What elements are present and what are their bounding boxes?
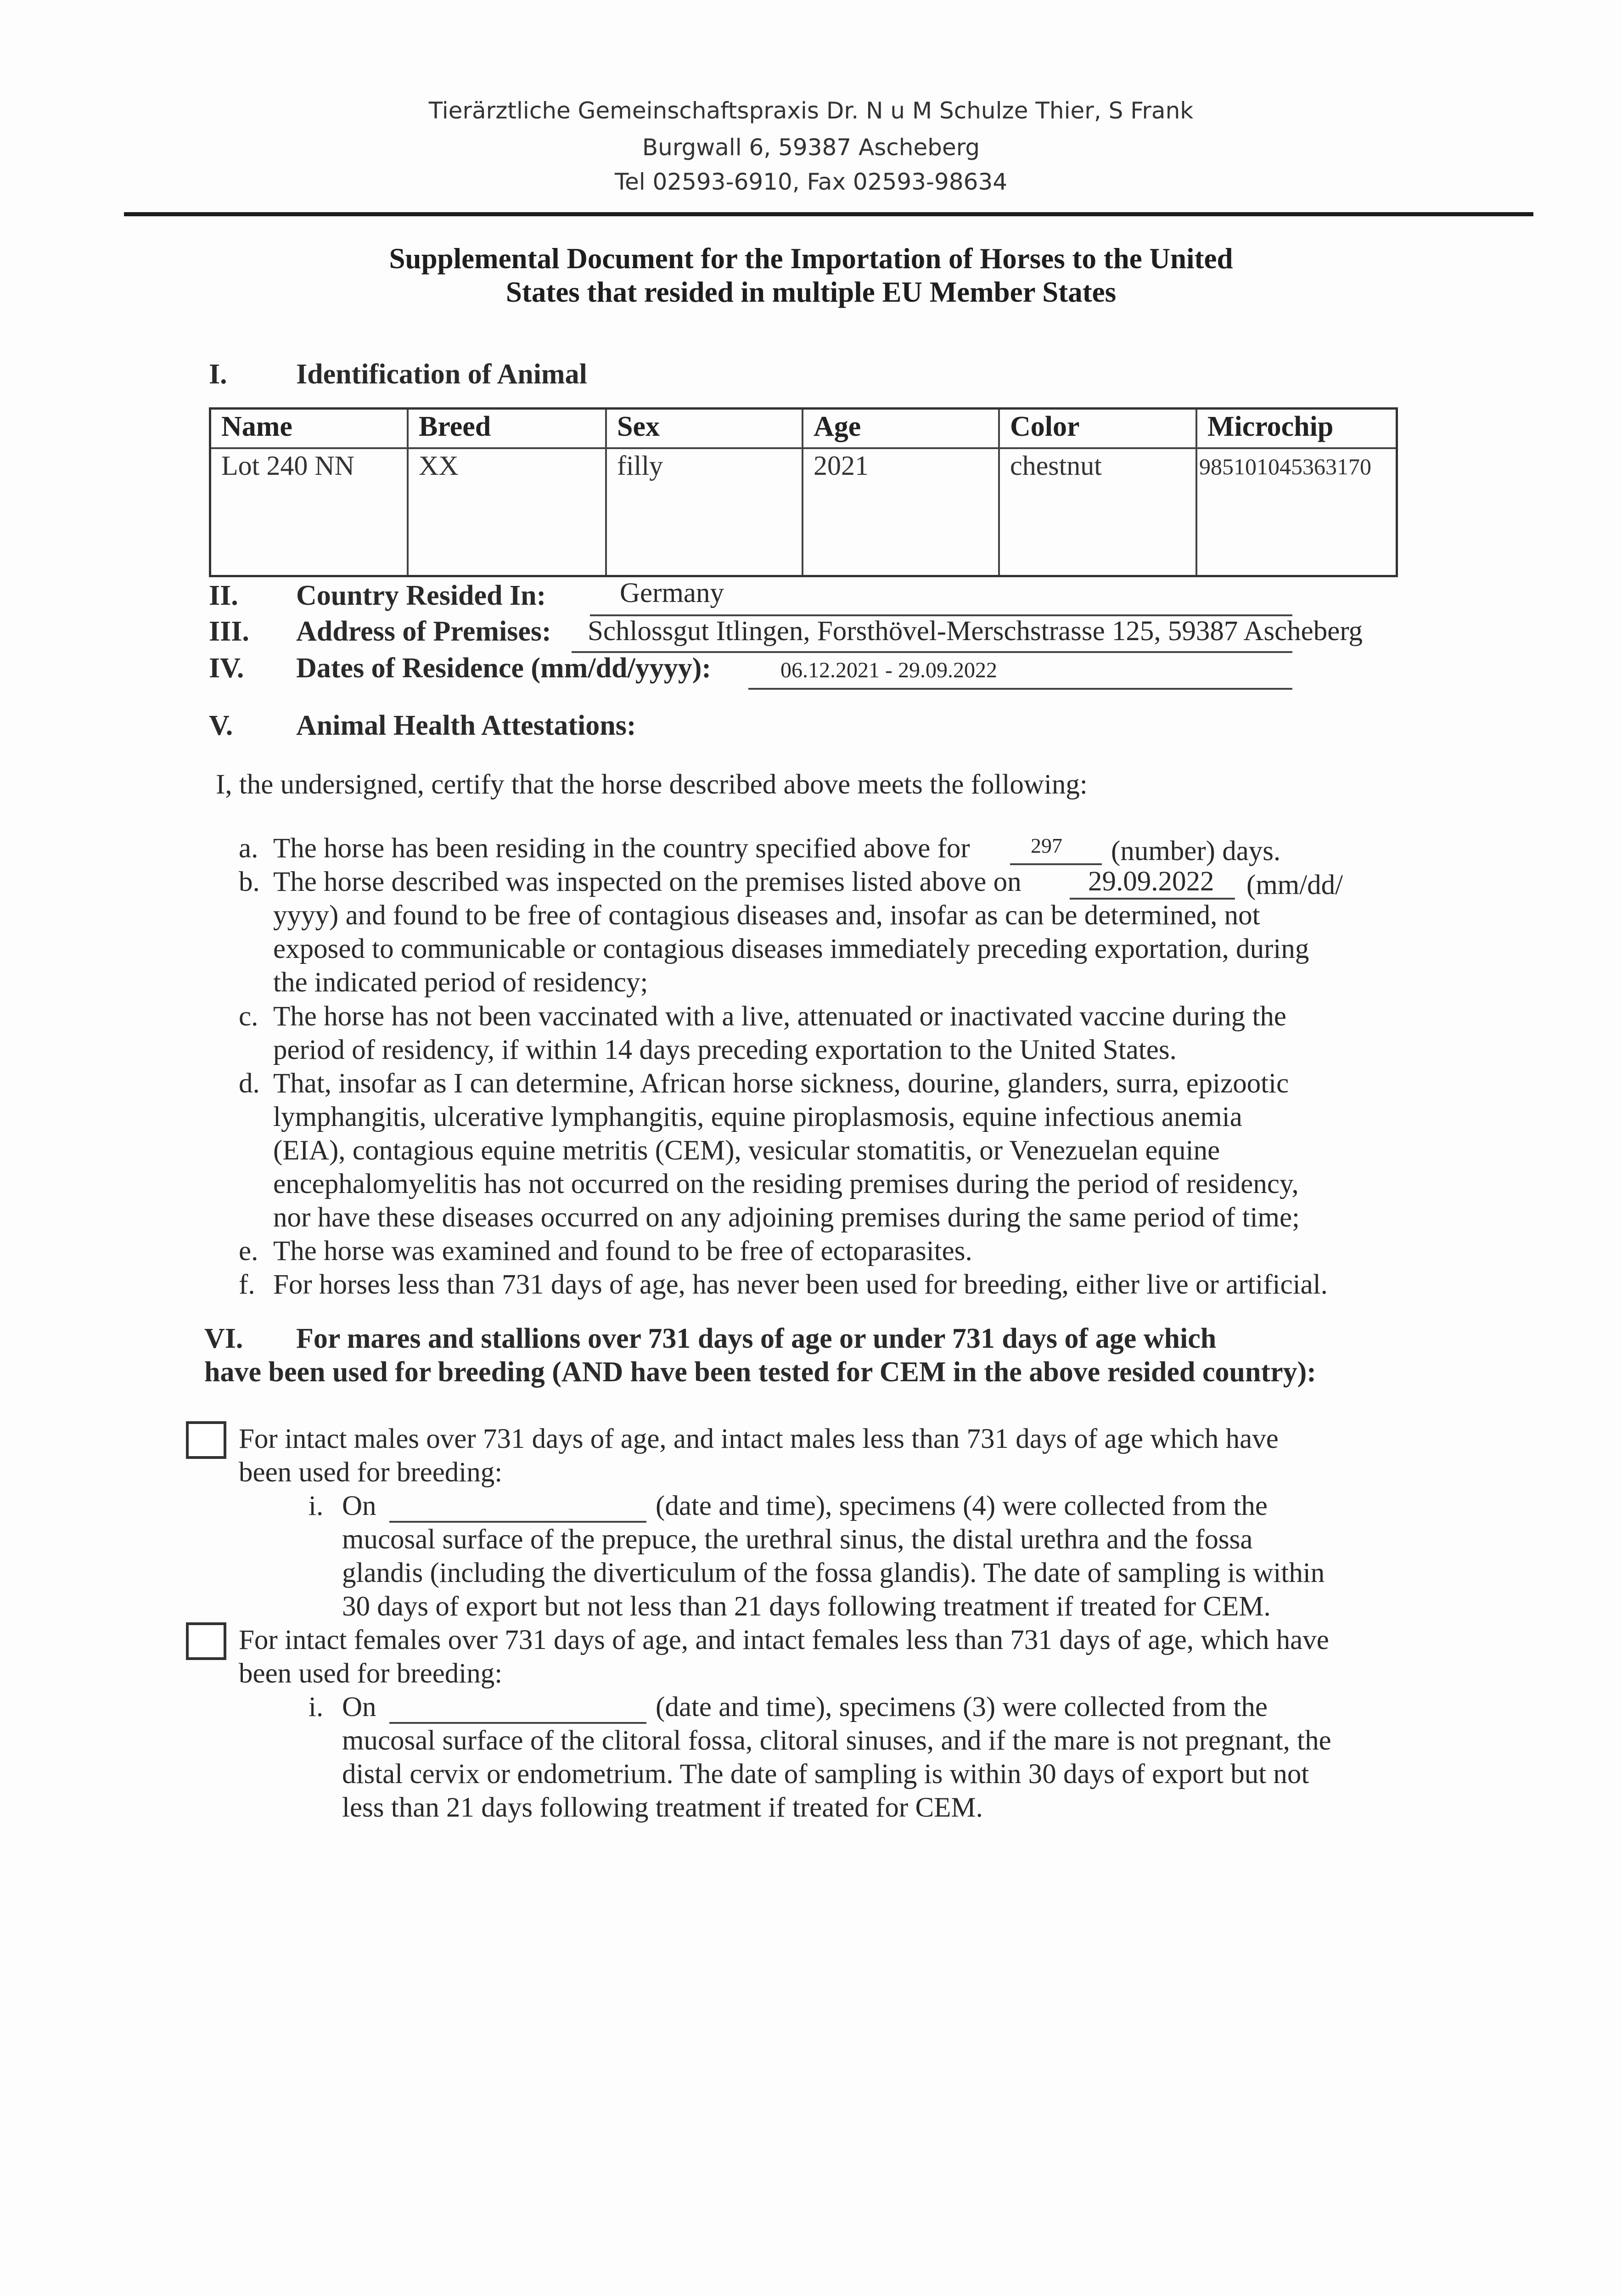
item-d-line2: lymphangitis, ulcerative lymphangitis, equine piroplasmosis, equine infectious anemia [273, 1102, 1242, 1132]
item-d-line1: That, insofar as I can determine, African horse sickness, dourine, glanders, surra, epizootic [273, 1068, 1289, 1099]
item-f-line1: For horses less than 731 days of age, has never been used for breeding, either live or artificial. [273, 1269, 1328, 1300]
item-e-line1: The horse was examined and found to be free of ectoparasites. [273, 1236, 972, 1266]
males-sampling-date-field[interactable] [389, 1521, 646, 1523]
country-field[interactable]: Germany [620, 578, 724, 608]
section-5-number: V. [209, 710, 233, 741]
days-field[interactable]: 297 [1031, 834, 1062, 857]
letterhead-phone: Tel 02593-6910, Fax 02593-98634 [614, 169, 1008, 195]
section-1-number: I. [209, 359, 227, 390]
item-f-marker: f. [239, 1269, 255, 1300]
item-d-line5: nor have these diseases occurred on any adjoining premises during the same period of time; [273, 1202, 1300, 1233]
section-5-heading: Animal Health Attestations: [296, 710, 636, 741]
section-3-number: III. [209, 616, 249, 647]
cell-sex: filly [617, 450, 663, 481]
address-field[interactable]: Schlossgut Itlingen, Forsthövel-Merschstrasse 125, 59387 Ascheberg [588, 616, 1363, 647]
section-6-heading-line1: For mares and stallions over 731 days of age or under 731 days of age which [296, 1323, 1217, 1354]
males-line5: 30 days of export but not less than 21 days following treatment if treated for CEM. [342, 1591, 1271, 1622]
table-column-divider [998, 410, 1000, 575]
item-d-line3: (EIA), contagious equine metritis (CEM), vesicular stomatitis, or Venezuelan equine [273, 1135, 1220, 1166]
section-4-number: IV. [209, 653, 244, 684]
section-3-label: Address of Premises: [296, 616, 551, 647]
section-4-label: Dates of Residence (mm/dd/yyyy): [296, 653, 712, 684]
attestation-intro: I, the undersigned, certify that the horse described above meets the following: [216, 769, 1088, 800]
males-line3: mucosal surface of the prepuce, the urethral sinus, the distal urethra and the fossa [342, 1524, 1253, 1555]
header-rule [124, 212, 1533, 216]
item-d-marker: d. [239, 1068, 260, 1099]
item-b-line3: exposed to communicable or contagious diseases immediately preceding exportation, during [273, 934, 1309, 964]
cell-color: chestnut [1010, 450, 1102, 481]
cell-breed: XX [419, 450, 459, 481]
males-item-marker: i. [309, 1491, 324, 1521]
animal-identification-table [209, 407, 1398, 577]
males-line2: been used for breeding: [239, 1457, 503, 1488]
section-2-label: Country Resided In: [296, 580, 546, 611]
section-2-number: II. [209, 580, 238, 611]
column-header-microchip: Microchip [1207, 411, 1334, 442]
section-6-heading-line2: have been used for breeding (AND have been tested for CEM in the above resided country): [204, 1356, 1316, 1388]
cell-microchip: 985101045363170 [1199, 454, 1371, 479]
females-on-label: On [342, 1692, 376, 1722]
item-b-date-format: (mm/dd/ [1246, 870, 1343, 900]
column-header-name: Name [221, 411, 292, 442]
males-on-label: On [342, 1491, 376, 1521]
table-header-rule [211, 447, 1396, 449]
males-line1: For intact males over 731 days of age, and intact males less than 731 days of age which have [239, 1424, 1279, 1454]
table-column-divider [407, 410, 409, 575]
column-header-breed: Breed [419, 411, 491, 442]
item-c-line2: period of residency, if within 14 days preceding exportation to the United States. [273, 1035, 1177, 1065]
females-line4: distal cervix or endometrium. The date of sampling is within 30 days of export but not [342, 1759, 1309, 1790]
cell-name: Lot 240 NN [221, 450, 354, 481]
item-b-line4: the indicated period of residency; [273, 967, 648, 998]
females-line3: mucosal surface of the clitoral fossa, clitoral sinuses, and if the mare is not pregnant, the [342, 1725, 1331, 1756]
males-checkbox[interactable] [186, 1421, 226, 1459]
females-item-marker: i. [309, 1692, 324, 1722]
column-header-age: Age [814, 411, 861, 442]
table-column-divider [1195, 410, 1197, 575]
document-title-line2: States that resided in multiple EU Member States [505, 276, 1117, 308]
dates-field-line [748, 688, 1292, 690]
item-b-marker: b. [239, 867, 260, 897]
females-sampling-date-field[interactable] [389, 1722, 646, 1724]
section-1-heading: Identification of Animal [296, 359, 587, 390]
section-6-number: VI. [204, 1323, 243, 1354]
table-column-divider [605, 410, 607, 575]
item-d-line4: encephalomyelitis has not occurred on the residing premises during the period of residency, [273, 1169, 1299, 1199]
item-a-text: The horse has been residing in the country specified above for [273, 833, 970, 864]
inspection-date-field[interactable]: 29.09.2022 [1088, 866, 1214, 897]
table-column-divider [802, 410, 803, 575]
females-line1: For intact females over 731 days of age, and intact females less than 731 days of age, which have [239, 1625, 1329, 1655]
document-title-line1: Supplemental Document for the Importation of Horses to the United [389, 242, 1233, 275]
item-b-text: The horse described was inspected on the premises listed above on [273, 867, 1021, 897]
item-a-marker: a. [239, 833, 258, 864]
column-header-color: Color [1010, 411, 1080, 442]
females-line2-suffix: (date and time), specimens (3) were collected from the [656, 1692, 1268, 1722]
females-line5: less than 21 days following treatment if treated for CEM. [342, 1792, 983, 1823]
item-a-suffix: (number) days. [1111, 836, 1281, 867]
column-header-sex: Sex [617, 411, 660, 442]
females-line2: been used for breeding: [239, 1658, 503, 1689]
dates-field[interactable]: 06.12.2021 - 29.09.2022 [780, 658, 997, 682]
item-e-marker: e. [239, 1236, 258, 1266]
item-c-line1: The horse has not been vaccinated with a live, attenuated or inactivated vaccine during the [273, 1001, 1286, 1032]
item-c-marker: c. [239, 1001, 258, 1032]
letterhead-address: Burgwall 6, 59387 Ascheberg [642, 134, 980, 161]
males-line4: glandis (including the diverticulum of the fossa glandis). The date of sampling is within [342, 1558, 1325, 1588]
males-line2-suffix: (date and time), specimens (4) were collected from the [656, 1491, 1268, 1521]
item-b-line2: yyyy) and found to be free of contagious diseases and, insofar as can be determined, not [273, 900, 1260, 931]
cell-age: 2021 [814, 450, 869, 481]
females-checkbox[interactable] [186, 1622, 226, 1660]
letterhead-practice-name: Tierärztliche Gemeinschaftspraxis Dr. N u M Schulze Thier, S Frank [428, 97, 1194, 124]
